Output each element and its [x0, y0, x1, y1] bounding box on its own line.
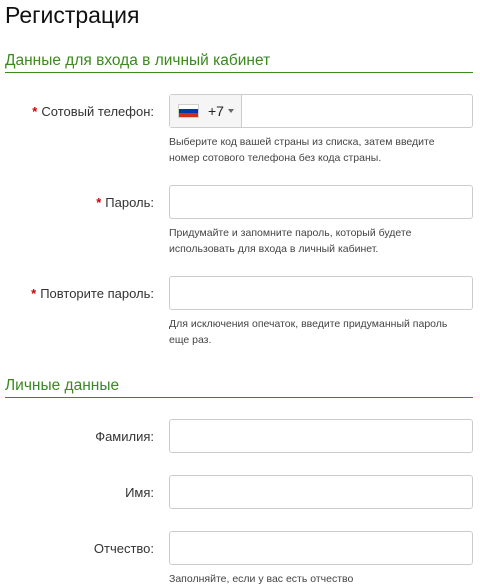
middle-name-label: Отчество:: [93, 541, 154, 556]
phone-hint-line1: Выберите код вашей страны из списка, затем введите: [169, 136, 435, 148]
middle-name-input[interactable]: [169, 531, 473, 565]
password-repeat-label: [31, 286, 154, 301]
password-label: [96, 195, 154, 210]
phone-field[interactable]: [169, 94, 473, 128]
password-hint-line2: использовать для входа в личный кабинет.: [169, 243, 379, 255]
phone-label: [32, 104, 154, 119]
last-name-input[interactable]: [169, 419, 473, 453]
password-repeat-label-text: Повторите пароль:: [40, 286, 154, 301]
password-hint-line1: Придумайте и запомните пароль, который будете: [169, 227, 412, 239]
page-title: Регистрация: [5, 2, 140, 28]
first-name-label: Имя:: [125, 485, 154, 500]
required-mark: *: [31, 286, 37, 301]
required-mark: *: [96, 195, 102, 210]
required-mark: *: [32, 104, 38, 119]
russia-flag-icon: [178, 104, 199, 118]
country-code-select[interactable]: [170, 95, 242, 127]
middle-name-hint-line1: Заполняйте, если у вас есть отчество: [169, 573, 354, 585]
country-code-value: +7: [208, 103, 224, 119]
last-name-label: Фамилия:: [95, 429, 154, 444]
password-repeat-hint: [169, 316, 469, 348]
password-repeat-hint-line2: еще раз.: [169, 334, 212, 346]
phone-hint: [169, 134, 469, 166]
chevron-down-icon: [228, 109, 234, 113]
password-label-text: Пароль:: [105, 195, 154, 210]
password-repeat-input[interactable]: [169, 276, 473, 310]
middle-name-hint: [169, 571, 469, 587]
password-input[interactable]: [169, 185, 473, 219]
password-repeat-hint-line1: Для исключения опечаток, введите придуманный пароль: [169, 318, 448, 330]
phone-label-text: Сотовый телефон:: [41, 104, 154, 119]
section-title-login: Данные для входа в личный кабинет: [5, 52, 473, 73]
password-hint: [169, 225, 469, 257]
phone-hint-line2: номер сотового телефона без кода страны.: [169, 152, 382, 164]
section-title-personal: Личные данные: [5, 377, 473, 398]
first-name-input[interactable]: [169, 475, 473, 509]
